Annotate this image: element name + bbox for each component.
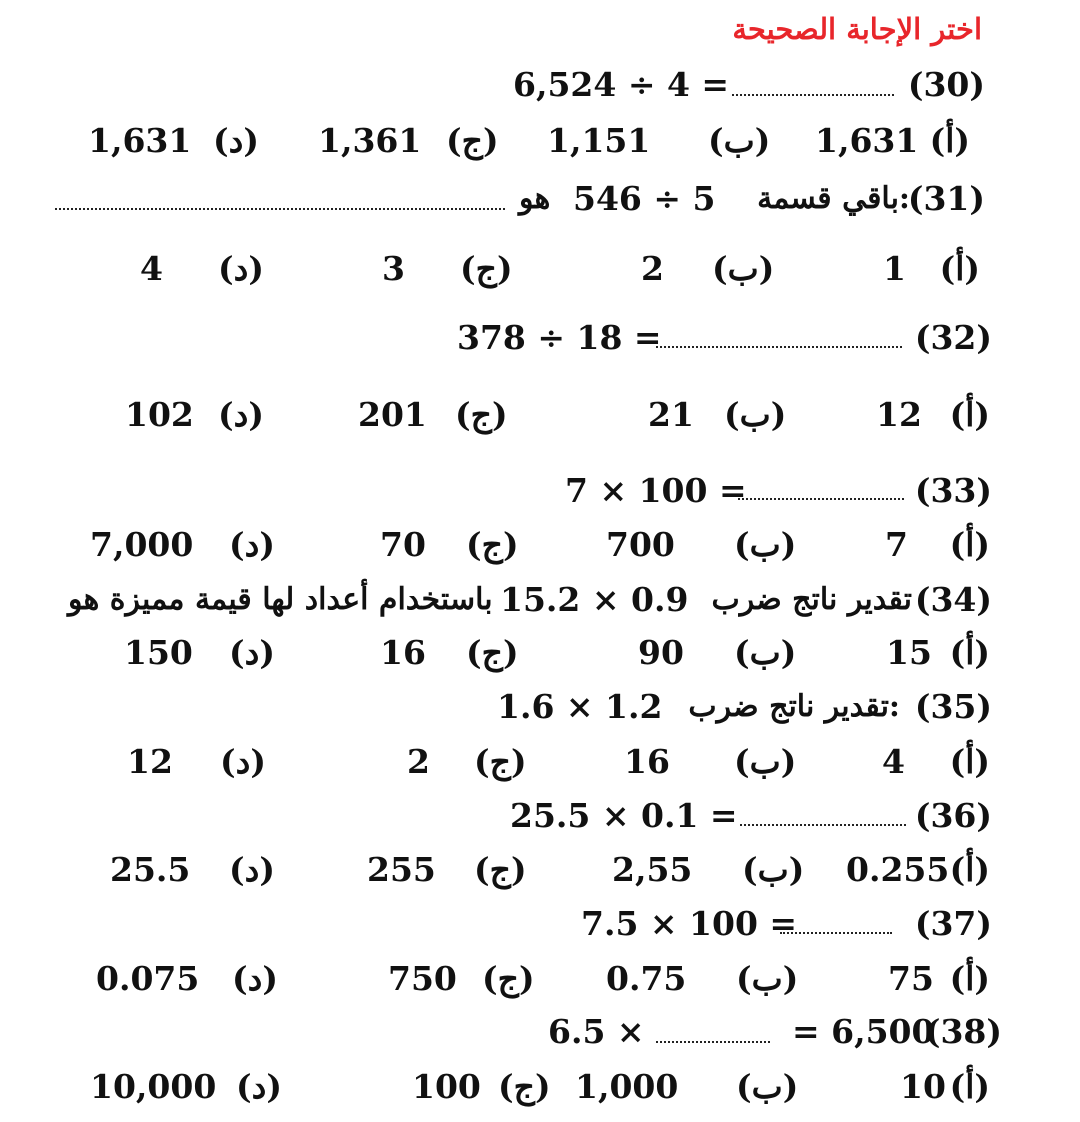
question-number-31: (31) [907,179,985,218]
option-d-value-32: 102 [125,395,194,434]
option-c-value-33: 70 [380,525,426,564]
question-expression-32: 378 ÷ 18 = [457,318,662,357]
option-a-value-36: 0.255 [846,850,950,889]
page-title: اختر الإجابة الصحيحة [732,12,982,46]
question-expression-36: 25.5 × 0.1 = [510,796,738,835]
option-a-value-30: 1,631 [815,121,919,160]
option-c-value-36: 255 [367,850,436,889]
option-a-value-32: 12 [876,395,922,434]
question-expression-31: 546 ÷ 5 [573,179,716,218]
option-b-mark-35: (ب) [734,742,797,781]
option-c-mark-30: (ج) [446,121,499,160]
answer-blank-32 [656,346,902,348]
question-expression-33: 7 × 100 = [565,471,747,510]
option-b-value-37: 0.75 [606,959,687,998]
option-a-value-37: 75 [888,959,934,998]
option-b-value-36: 2,55 [612,850,693,889]
option-b-mark-31: (ب) [712,249,775,288]
option-b-value-31: 2 [641,249,664,288]
question-end-31: هو [519,181,551,216]
option-a-value-34: 15 [886,633,932,672]
question-expression-30: 6,524 ÷ 4 = [513,65,730,104]
question-expression-38: 6.5 × [548,1012,645,1051]
option-a-mark-37: (أ) [949,959,990,998]
question-number-32: (32) [914,318,992,357]
option-c-mark-37: (ج) [482,959,535,998]
option-d-mark-37: (د) [232,959,278,998]
question-expression-37: 7.5 × 100 = [581,904,798,943]
option-a-mark-36: (أ) [949,850,990,889]
option-a-mark-35: (أ) [949,742,990,781]
question-expression-35: 1.6 × 1.2 [497,687,663,726]
option-c-value-31: 3 [382,249,405,288]
answer-blank-30 [732,94,894,96]
option-a-value-35: 4 [882,742,905,781]
answer-blank-36 [740,824,906,826]
option-a-mark-38: (أ) [949,1067,990,1106]
option-d-mark-36: (د) [229,850,275,889]
option-d-value-34: 150 [124,633,193,672]
option-b-mark-36: (ب) [742,850,805,889]
question-text-34: تقدير ناتج ضرب [711,582,912,617]
option-d-value-36: 25.5 [110,850,191,889]
option-a-mark-33: (أ) [949,525,990,564]
option-b-mark-34: (ب) [734,633,797,672]
question-text-31: باقي قسمة: [757,181,910,216]
option-c-mark-34: (ج) [466,633,519,672]
answer-blank-33 [738,498,904,500]
option-c-value-32: 201 [358,395,427,434]
option-b-value-32: 21 [648,395,694,434]
option-d-mark-35: (د) [220,742,266,781]
option-b-mark-32: (ب) [724,395,787,434]
question-number-33: (33) [914,471,992,510]
question-number-36: (36) [914,796,992,835]
question-number-35: (35) [914,687,992,726]
option-a-value-33: 7 [885,525,908,564]
option-c-mark-38: (ج) [498,1067,551,1106]
option-a-mark-32: (أ) [949,395,990,434]
option-c-mark-35: (ج) [474,742,527,781]
option-d-value-33: 7,000 [90,525,194,564]
option-d-value-30: 1,631 [88,121,192,160]
question-number-37: (37) [914,904,992,943]
option-b-mark-38: (ب) [736,1067,799,1106]
question-number-38: (38) [924,1012,1002,1051]
question-result-38: = 6,500 [792,1012,935,1051]
option-a-mark-34: (أ) [949,633,990,672]
option-c-value-37: 750 [388,959,457,998]
option-d-mark-38: (د) [236,1067,282,1106]
option-b-mark-30: (ب) [708,121,771,160]
option-d-mark-31: (د) [218,249,264,288]
option-b-mark-33: (ب) [734,525,797,564]
option-d-value-37: 0.075 [96,959,200,998]
option-a-mark-31: (أ) [939,249,980,288]
option-b-value-33: 700 [606,525,675,564]
option-d-mark-33: (د) [229,525,275,564]
answer-blank-38 [656,1041,770,1043]
answer-blank-31 [55,208,505,210]
option-d-value-35: 12 [127,742,173,781]
option-d-mark-30: (د) [213,121,259,160]
option-c-mark-31: (ج) [460,249,513,288]
option-a-value-31: 1 [883,249,906,288]
option-c-value-34: 16 [380,633,426,672]
option-c-value-30: 1,361 [318,121,422,160]
option-c-mark-32: (ج) [455,395,508,434]
option-b-value-30: 1,151 [547,121,651,160]
option-c-value-38: 100 [412,1067,481,1106]
option-b-mark-37: (ب) [736,959,799,998]
option-b-value-34: 90 [638,633,684,672]
option-c-mark-36: (ج) [474,850,527,889]
option-c-mark-33: (ج) [466,525,519,564]
option-c-value-35: 2 [407,742,430,781]
question-number-30: (30) [907,65,985,104]
option-a-mark-30: (أ) [929,121,970,160]
question-expression-34: 15.2 × 0.9 [500,580,689,619]
option-a-value-38: 10 [900,1067,946,1106]
option-b-value-35: 16 [624,742,670,781]
option-d-mark-32: (د) [218,395,264,434]
option-d-value-31: 4 [140,249,163,288]
option-d-value-38: 10,000 [90,1067,217,1106]
question-end-34: باستخدام أعداد لها قيمة مميزة هو [68,582,493,617]
option-b-value-38: 1,000 [575,1067,679,1106]
question-number-34: (34) [914,580,992,619]
option-d-mark-34: (د) [229,633,275,672]
question-text-35: تقدير ناتج ضرب: [688,689,900,724]
